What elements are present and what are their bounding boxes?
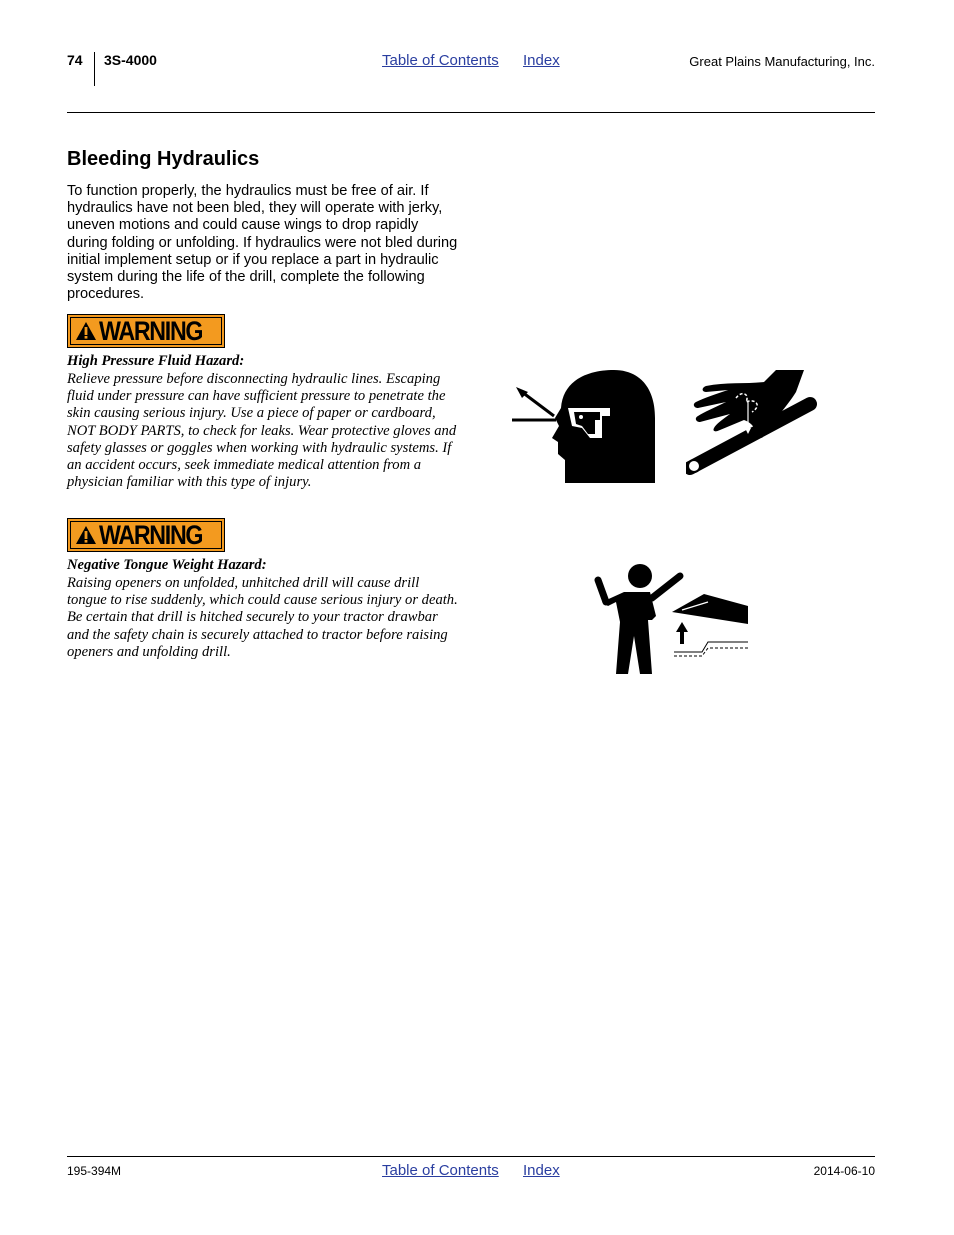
footer-rule (67, 1156, 875, 1157)
hazard-text: Relieve pressure before disconnecting hydraulic lines. Escaping fluid under pressure can have sufficient pressure to penetrate the skin causing serious injury. Use a piece of paper or cardboard, NOT BODY PARTS, to check for leaks. Wear protective gloves and safety glasses or goggles when working with hydraulic systems. If an accident occurs, seek immediate medical attention from a physician familiar with this type of injury. (67, 371, 457, 491)
warning-text: WARNING (99, 519, 203, 550)
toc-link-header[interactable]: Table of Contents (382, 52, 499, 69)
warning-label (67, 518, 225, 552)
company-name: Great Plains Manufacturing, Inc. (689, 54, 875, 69)
toc-link-footer[interactable]: Table of Contents (382, 1162, 499, 1179)
section-body: To function properly, the hydraulics must be free of air. If hydraulics have not been bled, they will operate with jerky, uneven motions and could cause wings to drop rapidly during folding or unfolding. If hydraulics were not bled during initial implement setup or if you replace a part in hydraulic system during the life of the drill, complete the following procedures. (67, 183, 458, 303)
hazard-title: Negative Tongue Weight Hazard: (67, 557, 267, 573)
header-divider (94, 52, 95, 86)
index-link-header[interactable]: Index (523, 52, 560, 69)
hazard-title: High Pressure Fluid Hazard: (67, 353, 245, 369)
page-number: 74 (67, 52, 83, 68)
fluid-injection-hand-icon (686, 368, 820, 478)
warning-triangle-icon (75, 321, 97, 341)
index-link-footer[interactable]: Index (523, 1162, 560, 1179)
hazard-text: Raising openers on unfolded, unhitched drill will cause drill tongue to rise suddenly, which could cause serious injury or death. Be certain that drill is hitched securely to your tractor drawbar and the safety chain is securely attached to tractor before raising openers and unfolding drill. (67, 575, 458, 660)
header-rule (67, 112, 875, 113)
model-name: 3S-4000 (104, 52, 157, 68)
tongue-rise-hazard-icon (594, 562, 752, 678)
safety-goggles-icon (510, 368, 658, 484)
doc-number: 195-394M (67, 1164, 122, 1178)
warning-triangle-icon (75, 525, 97, 545)
warning-text: WARNING (99, 315, 203, 346)
revision-date: 2014-06-10 (813, 1164, 875, 1178)
warning-label (67, 314, 225, 348)
section-title: Bleeding Hydraulics (67, 148, 260, 170)
